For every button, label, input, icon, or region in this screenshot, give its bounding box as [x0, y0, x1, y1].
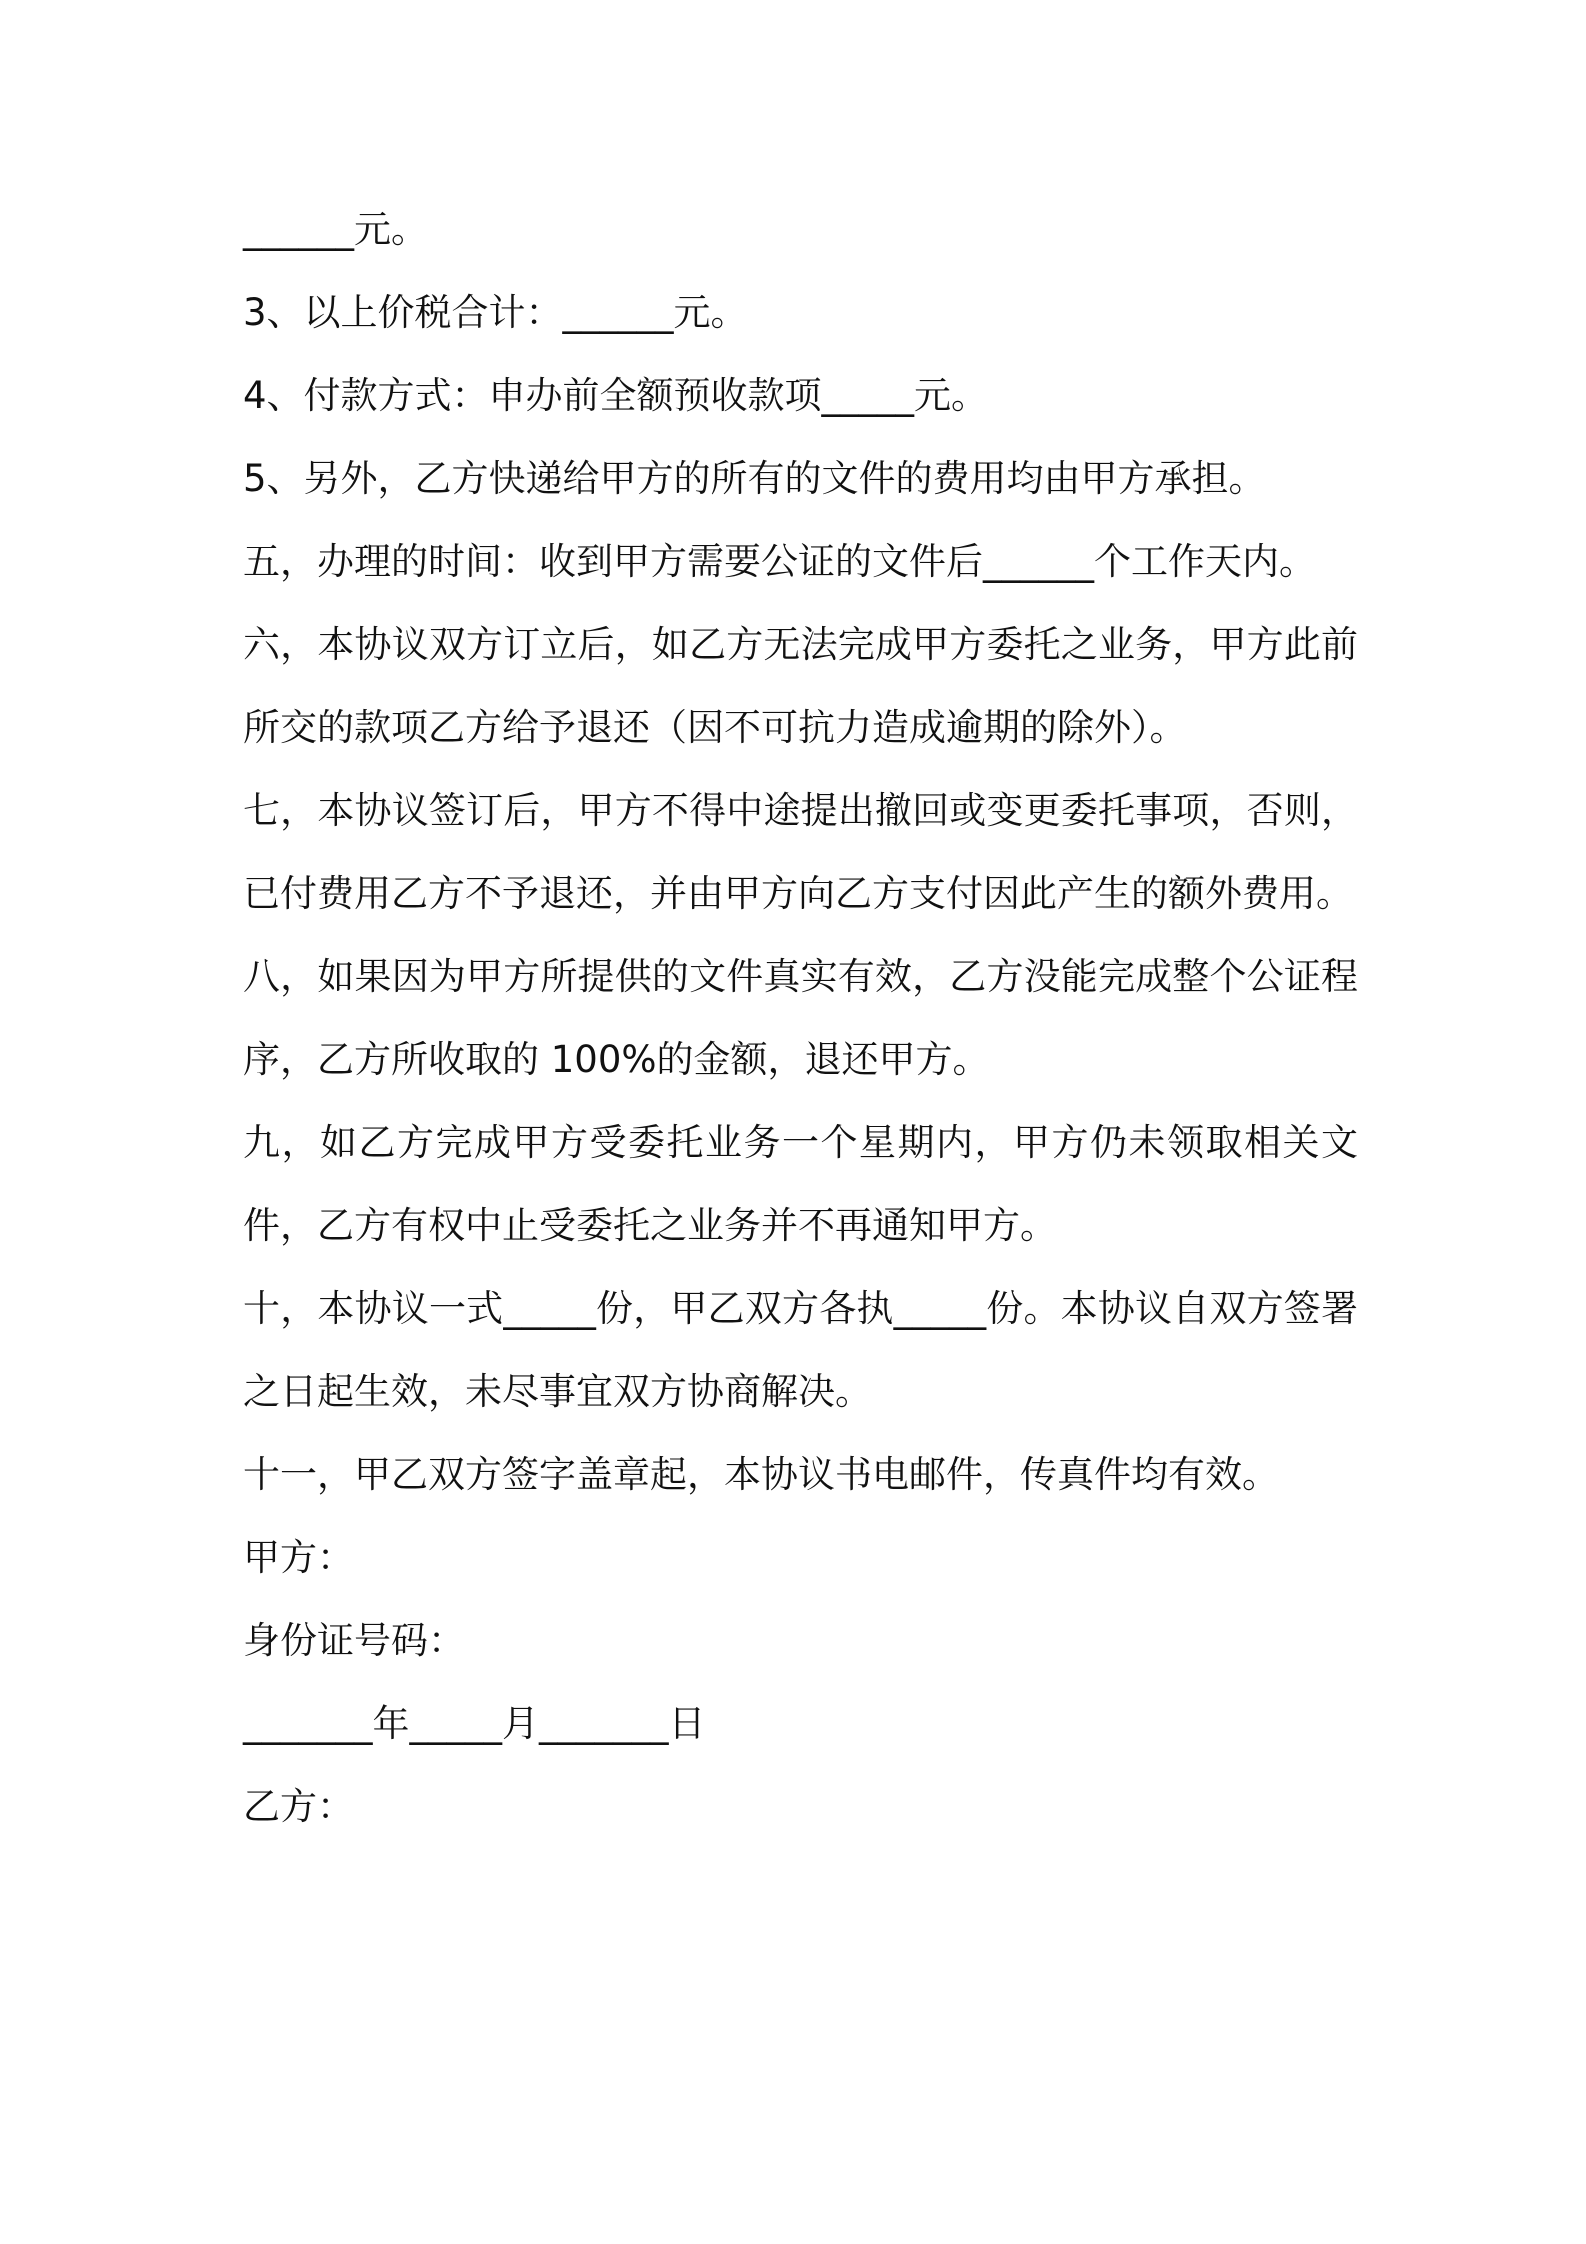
party-b-label: 乙方： — [243, 1785, 354, 1828]
date-line: _______年_____月_______日 — [243, 1702, 706, 1745]
clause-refund: 六，本协议双方订立后，如乙方无法完成甲方委托之业务，甲方此前所交的款项乙方给予退还（因不可抗力造成逾期的除外）。 — [243, 623, 1358, 749]
clause-validity: 十一，甲乙双方签字盖章起，本协议书电邮件，传真件均有效。 — [243, 1453, 1279, 1496]
amount-line: ______元。 — [243, 208, 428, 251]
clause-processing-time: 五，办理的时间：收到甲方需要公证的文件后______个工作天内。 — [243, 540, 1316, 583]
clause-no-withdrawal: 七，本协议签订后，甲方不得中途提出撤回或变更委托事项，否则，已付费用乙方不予退还，并由甲方向乙方支付因此产生的额外费用。 — [243, 789, 1358, 915]
clause-payment-method: 4、付款方式：申办前全额预收款项_____元。 — [243, 374, 989, 417]
clause-uncollected-documents: 九，如乙方完成甲方受委托业务一个星期内，甲方仍未领取相关文件，乙方有权中止受委托之业务并不再通知甲方。 — [243, 1121, 1358, 1247]
document-body — [243, 188, 1358, 1848]
id-number-label: 身份证号码： — [243, 1619, 465, 1662]
clause-full-refund: 八，如果因为甲方所提供的文件真实有效，乙方没能完成整个公证程序，乙方所收取的 100%的金额，退还甲方。 — [243, 955, 1358, 1081]
party-a-label: 甲方： — [243, 1536, 354, 1579]
clause-copies: 十，本协议一式_____份，甲乙双方各执_____份。本协议自双方签署之日起生效，未尽事宜双方协商解决。 — [243, 1287, 1358, 1413]
clause-price-total: 3、以上价税合计：______元。 — [243, 291, 748, 334]
clause-courier-fees: 5、另外，乙方快递给甲方的所有的文件的费用均由甲方承担。 — [243, 457, 1266, 500]
